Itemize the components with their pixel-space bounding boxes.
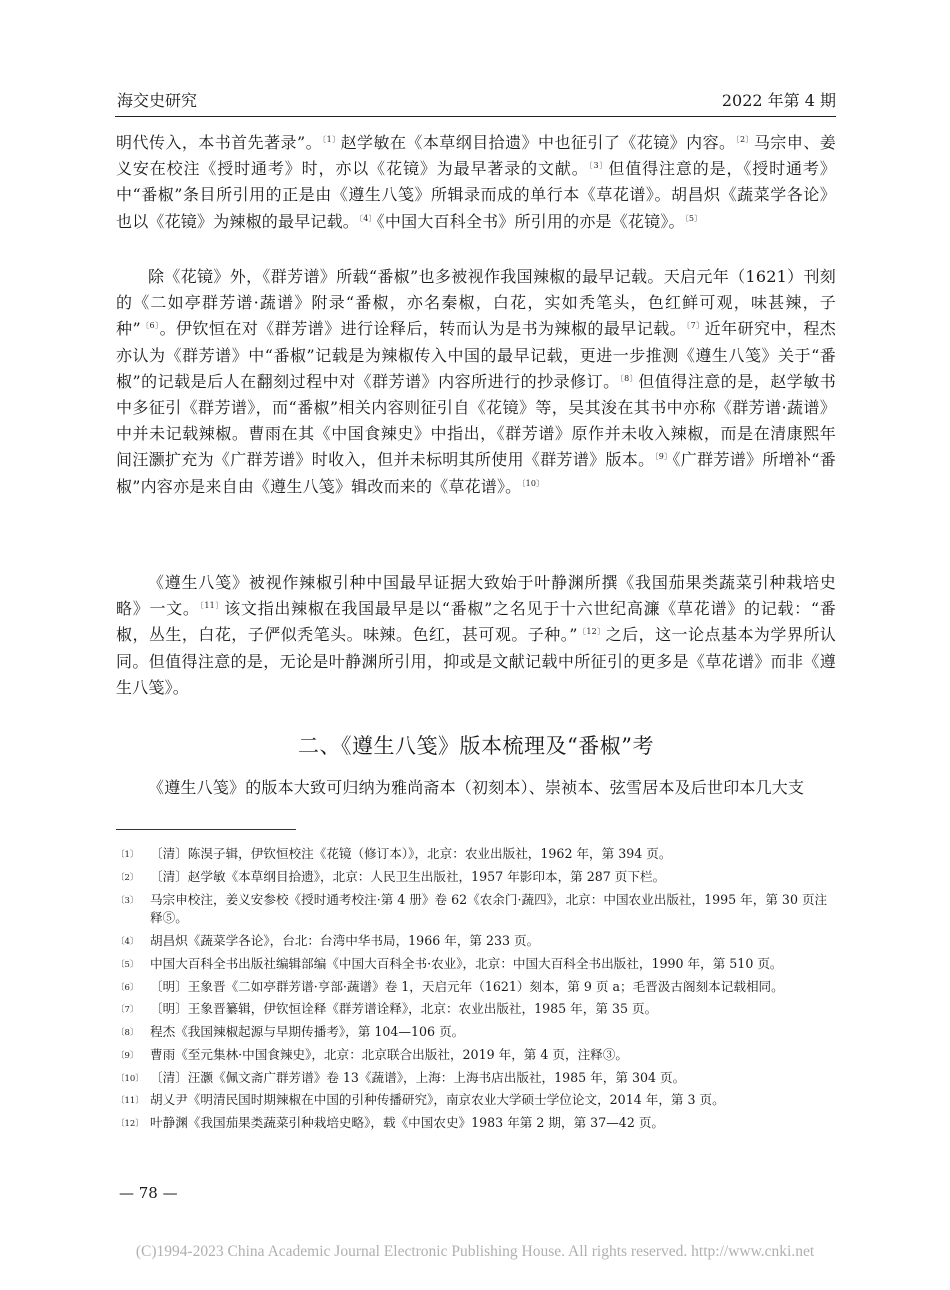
footnote-text: 叶静渊《我国茄果类蔬菜引种栽培史略》，载《中国农史》1983 年第 2 期，第 37—42 页。 bbox=[150, 1115, 665, 1131]
footnote-marker: 〔7〕 bbox=[116, 1005, 139, 1016]
footnote-text: 〔明〕王象晋《二如亭群芳谱·亨部·蔬谱》卷 1，天启元年（1621）刻本，第 9 页 a；毛晋汲古阁刻本记载相同。 bbox=[150, 978, 784, 994]
footnote-ref: 〔12〕 bbox=[577, 627, 606, 637]
footnote-ref: 〔8〕 bbox=[619, 373, 639, 383]
footnote-item bbox=[116, 1046, 838, 1065]
footnote-text: 〔清〕赵学敏《本草纲目拾遗》，北京：人民卫生出版社，1957 年影印本，第 287 页下栏。 bbox=[150, 868, 666, 884]
section-heading: 二、《遵生八笺》版本梳理及“番椒”考 bbox=[298, 734, 654, 758]
footnote-item bbox=[116, 868, 838, 887]
footnote-marker: 〔11〕 bbox=[116, 1096, 144, 1107]
page-number: — 78 — bbox=[119, 1184, 178, 1202]
footnote-item bbox=[116, 1000, 838, 1019]
footnote-ref: 〔3〕 bbox=[588, 161, 609, 171]
footnote-marker: 〔10〕 bbox=[116, 1073, 144, 1084]
text-run: 但值得注意的是，《授时通考》中“番椒”条目所引用的正是由《遵生八笺》所辑录而成的单行本《草花谱》。胡昌炽《蔬菜学各论》也以《花镜》为辣椒的最早记载。 bbox=[116, 159, 836, 231]
footnote-item bbox=[116, 978, 838, 997]
text-run: 《中国大百科全书》所引用的亦是《花镜》。 bbox=[376, 211, 685, 231]
footnote-item bbox=[116, 845, 838, 864]
footnote-separator bbox=[116, 829, 296, 830]
footnote-marker: 〔3〕 bbox=[116, 895, 139, 906]
footnote-item bbox=[116, 1069, 838, 1088]
paragraph bbox=[116, 264, 836, 500]
footnote-marker: 〔4〕 bbox=[116, 936, 139, 947]
text-run: 近年研究中，程杰亦认为《群芳谱》中“番椒”记载是为辣椒传入中国的最早记载，更进一步推测《遵生八笺》关于“番椒”的记载是后人在翻刻过程中对《群芳谱》内容所进行的抄录修订。 bbox=[116, 319, 836, 391]
footnote-item bbox=[116, 955, 838, 974]
footnote-ref: 〔2〕 bbox=[735, 135, 754, 144]
text-run: 。伊钦恒在对《群芳谱》进行诠释后，转而认为是书为辣椒的最早记载。 bbox=[159, 319, 687, 339]
section-intro bbox=[116, 775, 836, 801]
paragraph bbox=[116, 570, 836, 701]
footnote-marker: 〔5〕 bbox=[116, 959, 139, 970]
footnote-marker: 〔9〕 bbox=[116, 1050, 139, 1061]
body-paragraph-1 bbox=[116, 130, 836, 235]
footnote-text: 〔清〕陈淏子辑，伊钦恒校注《花镜（修订本）》，北京：农业出版社，1962 年，第 394 页。 bbox=[150, 846, 672, 861]
footnote-marker: 〔12〕 bbox=[116, 1119, 144, 1130]
footnote-item bbox=[116, 1091, 838, 1110]
footnote-text: 胡乂尹《明清民国时期辣椒在中国的引种传播研究》，南京农业大学硕士学位论文，2014 年，第 3 页。 bbox=[150, 1092, 725, 1108]
footnote-item bbox=[116, 1023, 838, 1042]
text-run: 明代传入，本书首先著录”。 bbox=[116, 133, 323, 152]
footnote-marker: 〔8〕 bbox=[116, 1028, 139, 1039]
footnote-ref: 〔6〕 bbox=[140, 321, 160, 331]
text-run: 该文指出辣椒在我国最早是以“番椒”之名见于十六世纪高濂《草花谱》的记载：“番椒，丛生，白花，子俨似秃笔头。味辣。色红，甚可观。子种。” bbox=[116, 599, 836, 645]
text-run: 《广群芳谱》所增补“番椒”内容亦是来自由《遵生八笺》辑改而来的《草花谱》。 bbox=[116, 450, 836, 496]
footnote-ref: 〔11〕 bbox=[199, 601, 225, 611]
text-run: 除《花镜》外，《群芳谱》所载“番椒”也多被视作我国辣椒的最早记载。天启元年（1621）刊刻的《二如亭群芳谱·蔬谱》附录“番椒，亦名秦椒，白花，实如秃笔头，色红鲜可观，味甚辣，子种” bbox=[116, 267, 836, 339]
running-header bbox=[115, 86, 836, 117]
footnote-ref: 〔4〕 bbox=[359, 213, 377, 223]
footnote-marker: 〔6〕 bbox=[116, 982, 139, 993]
copyright-watermark: (C)1994-2023 China Academic Journal Electronic Publishing House. All rights reserved. http://www.cnki.net bbox=[135, 1243, 815, 1260]
issue-label: 2022 年第 4 期 bbox=[721, 91, 836, 110]
text-run: 《遵生八笺》被视作辣椒引种中国最早证据大致始于叶静渊所撰《我国茄果类蔬菜引种栽培史略》一文。 bbox=[116, 573, 836, 619]
section-intro-text: 《遵生八笺》的版本大致可归纳为雅尚斋本（初刻本）、崇祯本、弦雪居本及后世印本几大支 bbox=[148, 778, 805, 797]
footnote-text: 中国大百科全书出版社编辑部编《中国大百科全书·农业》，北京：中国大百科全书出版社，1990 年，第 510 页。 bbox=[150, 955, 783, 971]
footnote-text: 〔明〕王象晋纂辑，伊钦恒诠释《群芳谱诠释》，北京：农业出版社，1985 年，第 35 页。 bbox=[150, 1001, 658, 1017]
journal-title: 海交史研究 bbox=[117, 91, 198, 110]
footnote-ref: 〔1〕 bbox=[322, 135, 341, 144]
footnotes bbox=[116, 845, 838, 1137]
paragraph bbox=[116, 130, 836, 235]
text-run: 马宗申、姜义安在校注《授时通考》时，亦以《花镜》为最早著录的文献。 bbox=[116, 133, 836, 179]
footnote-marker: 〔1〕 bbox=[116, 850, 139, 860]
body-paragraph-2 bbox=[116, 264, 836, 500]
footnote-text: 马宗申校注，姜义安参校《授时通考校注·第 4 册》卷 62《农余门·蔬四》，北京：中国农业出版社，1995 年，第 30 页注释⑤。 bbox=[150, 891, 828, 926]
footnote-ref: 〔9〕 bbox=[654, 452, 673, 462]
footnote-text: 胡昌炽《蔬菜学各论》，台北：台湾中华书局，1966 年，第 233 页。 bbox=[150, 932, 540, 948]
footnote-ref: 〔7〕 bbox=[686, 321, 705, 331]
footnote-text: 〔清〕汪灏《佩文斋广群芳谱》卷 13《蔬谱》，上海：上海书店出版社，1985 年，第 304 页。 bbox=[150, 1069, 686, 1085]
text-run: 但值得注意的是，赵学敏书中多征引《群芳谱》，而“番椒”相关内容则征引自《花镜》等，吴其浚在其书中亦称《群芳谱·蔬谱》中并未记载辣椒。曹雨在其《中国食辣史》中指出，《群芳谱》原作并未收入辣椒，而是在清康熙年间汪灏扩充为《广群芳谱》时收入，但并未标明其所使用《群芳谱》版本。 bbox=[116, 371, 836, 470]
text-run: 之后，这一论点基本为学界所认同。但值得注意的是，无论是叶静渊所引用，抑或是文献记载中所征引的更多是《草花谱》而非《遵生八笺》。 bbox=[116, 625, 837, 697]
footnote-item bbox=[116, 1114, 838, 1133]
body-paragraph-3 bbox=[116, 570, 836, 701]
footnote-text: 程杰《我国辣椒起源与早期传播考》，第 104—106 页。 bbox=[150, 1024, 465, 1040]
text-run: 赵学敏在《本草纲目拾遗》中也征引了《花镜》内容。 bbox=[340, 133, 736, 152]
footnote-marker: 〔2〕 bbox=[116, 872, 139, 883]
footnote-text: 曹雨《至元集林·中国食辣史》，北京：北京联合出版社，2019 年，第 4 页，注释③。 bbox=[150, 1046, 628, 1062]
footnote-item bbox=[116, 891, 838, 928]
footnote-item bbox=[116, 932, 838, 951]
footnote-ref: 〔10〕 bbox=[521, 478, 545, 488]
footnote-ref: 〔5〕 bbox=[684, 213, 703, 223]
